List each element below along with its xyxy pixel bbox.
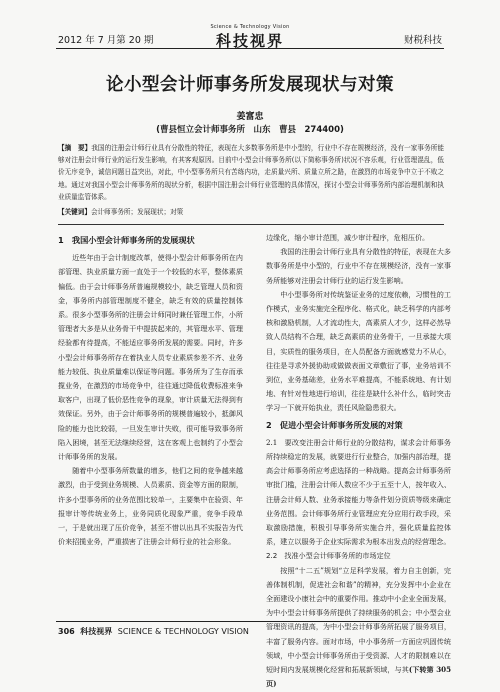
masthead-cn: 科技视界	[215, 32, 284, 50]
article-title: 论小型会计师事务所发展现状与对策	[106, 75, 394, 95]
keywords-rule	[58, 224, 444, 225]
section-1-title: 1 我国小型会计师事务所的发展现状	[58, 235, 195, 245]
footer-magazine-cn: 科技视界	[80, 627, 113, 636]
section-2-paragraph-text: 按照“十二五”规划“立足科学发展，着力自主创新，完善体制机制，促进社会和谐”的精神，充分发挥中小企业在全面建设小康社会中的重要作用。推动中小企业全面发展，为中小型会计师事务所提供了持续服务的机会；中小型会业管理资讯的提高，为中小型会计师事务所拓展了服务项目，丰富了服务内容。面对市场，中小事务所一方面应巩固传统领域，中小型会计师事务所由于受资源、人才的限制难以在短时间内发展规模化经营和拓展新领域，与其	[266, 565, 451, 675]
section-label: 财税科技	[403, 35, 442, 46]
page-number: 306	[58, 627, 75, 636]
masthead-en: Science & Technology Vision	[210, 24, 290, 30]
keywords-label: 【关键词】	[58, 208, 91, 216]
section-2-paragraph	[266, 564, 451, 692]
section-2-2-title: 2.2 找准小型会计师事务所的市场定位	[266, 551, 391, 561]
body-column-right	[266, 231, 451, 689]
footer-rule	[56, 621, 444, 622]
section-1-paragraph-2: 随着中小型事务所数量的增多，他们之间的竞争越来越激烈，由于受到业务规模、人员素质、资金等方面的限制，许多小型事务所的业务范围比较单一，主要集中在验资、年报审计等传统业务上，业务同质化现象严重，竞争手段单一，于是就出现了压价竞争，甚至不惜以出具不实报告为代价来招揽业务，严重损害了注册会计师行业的社会形象。	[58, 466, 243, 547]
abstract	[58, 142, 444, 203]
abstract-text: 我国的注册会计师行业具有分散性的特征，表现在大多数事务所是中小型的，行业中不存在规模经济，没有一家事务所能够对注册会计师行业的运行发生影响，有其客观原因。目前中小型会计师事务所(以下简称事务所)状况不容乐观，行业管理混乱，低价无序竞争，诚信问题日益突出，对此，中小型事务所只有苦练内功，走质量兴所、质量立所之路，在激烈的市场竞争中立于不败之地。通过对我国小型会计师事务所的现状分析，根据中国注册会计师行业管理的具体情况，探讨小型会计师事务所内部治理机制和执业质量监管体系。	[58, 144, 444, 201]
keywords	[58, 206, 444, 216]
abstract-label: 【摘 要】	[58, 144, 92, 152]
section-1-paragraph-4: 中小型事务所对传统鉴证业务的过度依赖，习惯性的工作模式，业务实施完全程序化、格式化，缺乏科学的内部考核和激励机制，人才流动性大，高素质人才少，这样必然导致人员结构不合理，缺乏高素质的业务骨干，一旦承接大项目，实质性的服务项目，在人员配备方面就感觉力不从心，往往是寻求外援协助或做做表面文章敷衍了事，业务培训不到位，业务基础差，业务水平难提高，不能系统地、有计划地、有针对性地进行培训，往往是缺什么补什么，临时突击学习一下就开始执业，责任风险隐患很大。	[266, 289, 451, 413]
continued-note: (下转第 305 页)	[266, 665, 451, 689]
section-2-title: 2 促进小型会计师事务所发展的对策	[266, 419, 403, 430]
article-author: 姜富忠	[236, 112, 264, 122]
body-column-left	[58, 231, 243, 604]
section-1-paragraph-3: 我国的注册会计师行业具有分散性的特征，表现在大多数事务所是中小型的，行业中不存在规模经济，没有一家事务所能够对注册会计师行业的运行发生影响。	[266, 247, 451, 285]
section-1-paragraph-1: 近些年由于会计制度改革，使得小型会计师事务所在内部管理、执业质量方面一直处于一个较低的水平，整体素质偏低。由于会计师事务所普遍规模较小，缺乏管理人员和资金，事务所内部管理制度不健全，缺乏有效的质量控制体系。很多小型事务所的注册会计师同时兼任管理工作，小所管理者大多是从业务骨干中提拔起来的，其管理水平、管理经验都有待提高，不能适应事务所发展的需要。同时，许多小型会计师事务所存在着执业人员专业素质参差不齐、业务能力较低、执业质量难以保证等问题。事务所为了生存而承揽业务，在激烈的市场竞争中，往往通过降低收费标准来争取客户，出现了低价恶性竞争的现象，审计质量无法得到有效保证。另外，由于会计师事务所的规模普遍较小，抵御风险的能力也比较弱，一旦发生审计失败，很可能导致事务所陷入困境，甚至无法继续经营，这在客观上也制约了小型会计师事务所的发展。	[58, 253, 243, 462]
section-2-1: 2.1 要改变注册会计师行业的分散结构，谋求会计师事务所持续稳定的发展，就要进行行业整合，加强内部治理，提高会计师事务所应考虑选择的一种战略。提高会计师事务所审批门槛，注册会计师人数应不少于五至十人，按年收入、注册会计师人数、业务承接能力等条件划分资质等级来确定业务范围。会计师事务所行业管理应充分应用行政手段，采取激励措施，积极引导事务所实施合并，强化质量监控体系，建立以服务于企业实际需求为根本出发点的经营理念。	[266, 437, 451, 547]
section-1-paragraph-2-cont: 边缘化，缩小审计范围，减少审计程序，危相压价。	[266, 233, 430, 242]
article-affiliation: (曹县恒立会计师事务所 山东 曹县 274400)	[156, 125, 344, 135]
header-rule	[56, 48, 444, 49]
page-header	[0, 0, 500, 50]
page-footer	[58, 626, 249, 637]
keywords-text: 会计师事务所；发展现状；对策	[90, 208, 184, 216]
footer-magazine-en: SCIENCE & TECHNOLOGY VISION	[117, 627, 249, 636]
issue-label: 2012 年 7 月第 20 期	[58, 35, 154, 46]
